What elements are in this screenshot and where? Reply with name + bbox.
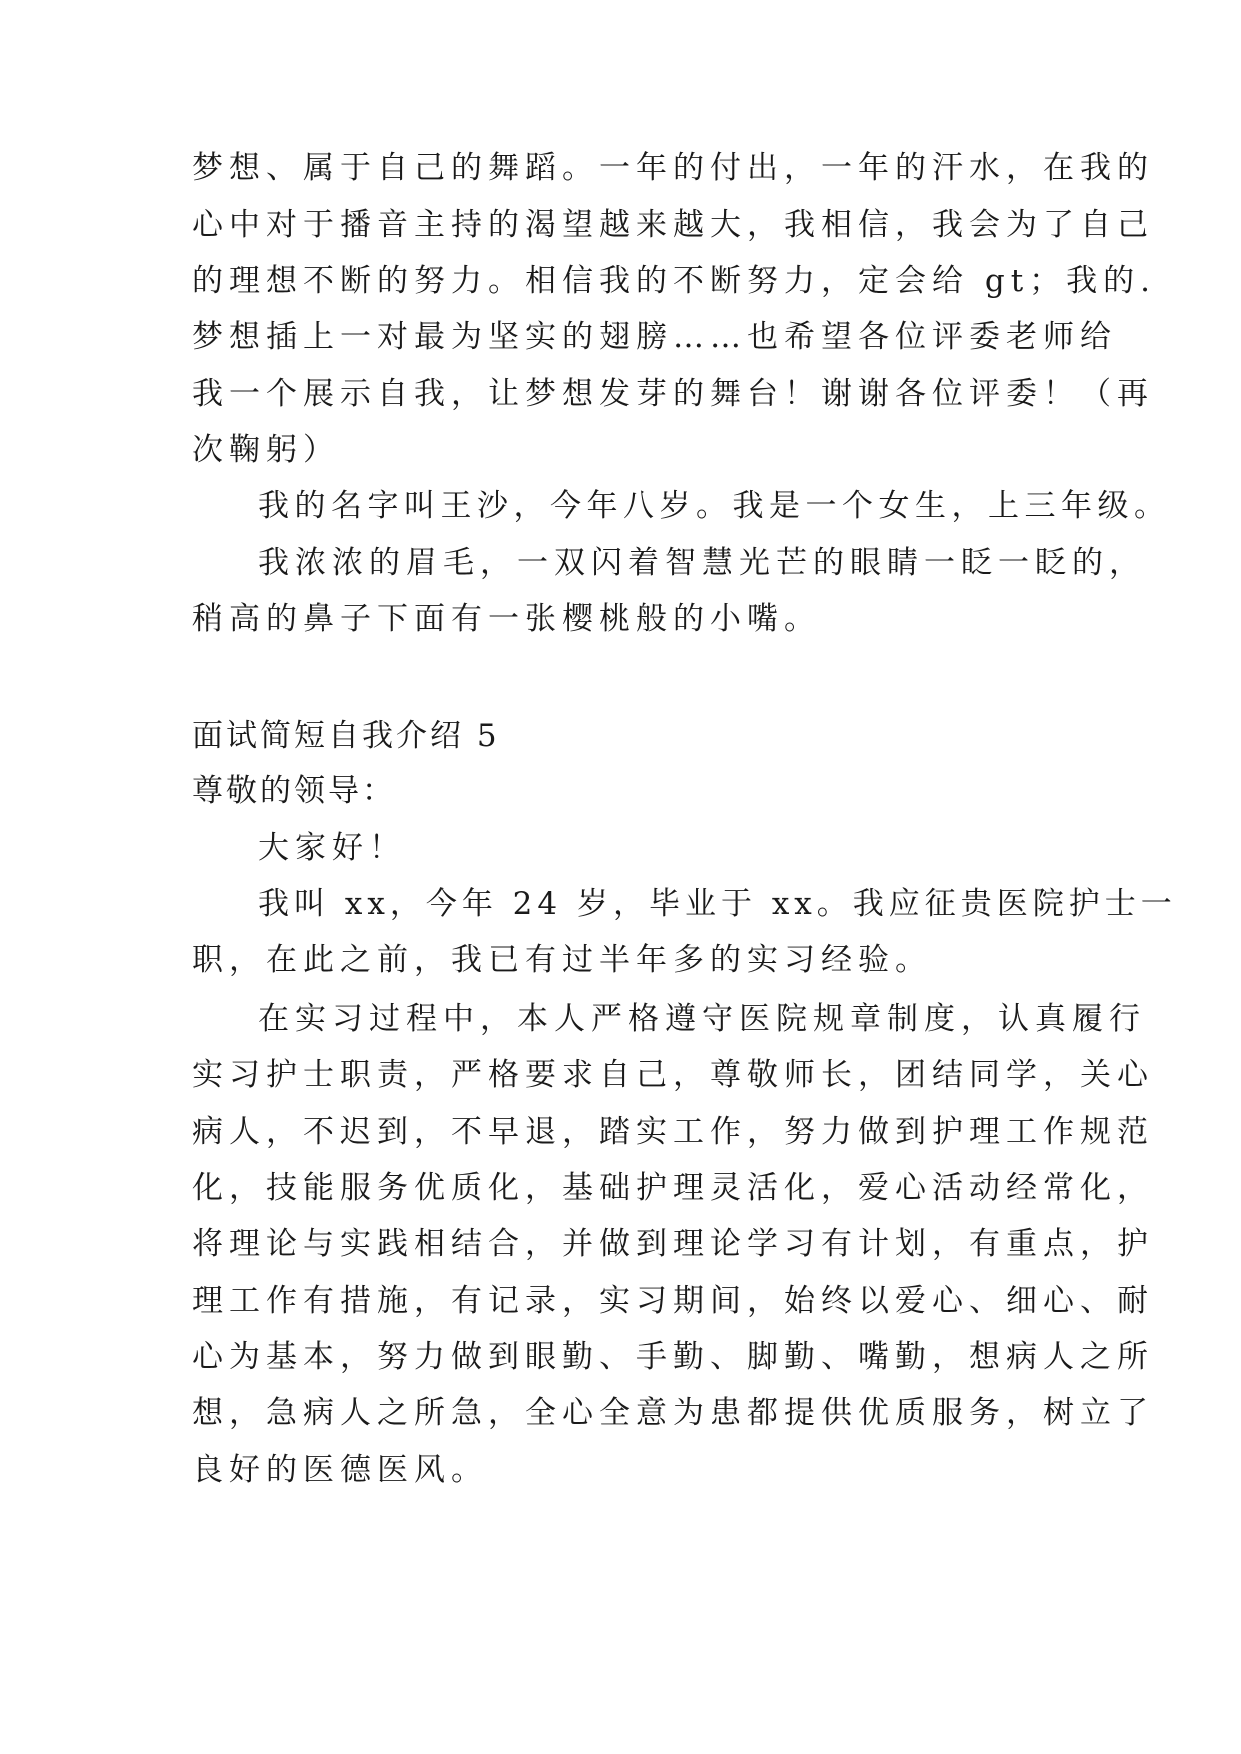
paragraph-line: 病人，不迟到，不早退，踏实工作，努力做到护理工作规范 xyxy=(192,1114,1154,1150)
paragraph-line: 我浓浓的眉毛，一双闪着智慧光芒的眼睛一眨一眨的， xyxy=(258,545,1146,581)
paragraph-line: 心为基本，努力做到眼勤、手勤、脚勤、嘴勤，想病人之所 xyxy=(192,1339,1154,1375)
paragraph-line: 心中对于播音主持的渴望越来越大，我相信，我会为了自己 xyxy=(192,207,1154,243)
greeting: 大家好！ xyxy=(258,830,406,866)
paragraph-line: 稍高的鼻子下面有一张樱桃般的小嘴。 xyxy=(192,601,821,637)
paragraph-line: 将理论与实践相结合，并做到理论学习有计划，有重点，护 xyxy=(192,1226,1154,1262)
paragraph-line: 的理想不断的努力。相信我的不断努力，定会给 gt；我的. xyxy=(192,263,1157,299)
section-heading: 面试简短自我介绍 5 xyxy=(192,718,500,754)
paragraph-line: 化，技能服务优质化，基础护理灵活化，爱心活动经常化， xyxy=(192,1170,1154,1206)
paragraph-line: 我的名字叫王沙，今年八岁。我是一个女生，上三年级。 xyxy=(258,488,1171,524)
paragraph-line: 我叫 xx，今年 24 岁，毕业于 xx。我应征贵医院护士一 xyxy=(258,886,1177,922)
paragraph-line: 想，急病人之所急，全心全意为患都提供优质服务，树立了 xyxy=(192,1395,1154,1431)
paragraph-line: 梦想插上一对最为坚实的翅膀……也希望各位评委老师给 xyxy=(192,319,1117,355)
paragraph-line: 我一个展示自我，让梦想发芽的舞台！谢谢各位评委！（再 xyxy=(192,376,1154,412)
salutation: 尊敬的领导： xyxy=(192,773,396,809)
paragraph-line: 次鞠躬） xyxy=(192,432,340,468)
paragraph-line: 职，在此之前，我已有过半年多的实习经验。 xyxy=(192,942,932,978)
paragraph-line: 良好的医德医风。 xyxy=(192,1452,488,1488)
paragraph-line: 实习护士职责，严格要求自己，尊敬师长，团结同学，关心 xyxy=(192,1057,1154,1093)
paragraph-line: 理工作有措施，有记录，实习期间，始终以爱心、细心、耐 xyxy=(192,1283,1154,1319)
paragraph-line: 梦想、属于自己的舞蹈。一年的付出，一年的汗水，在我的 xyxy=(192,150,1154,186)
paragraph-line: 在实习过程中，本人严格遵守医院规章制度，认真履行 xyxy=(258,1001,1146,1037)
